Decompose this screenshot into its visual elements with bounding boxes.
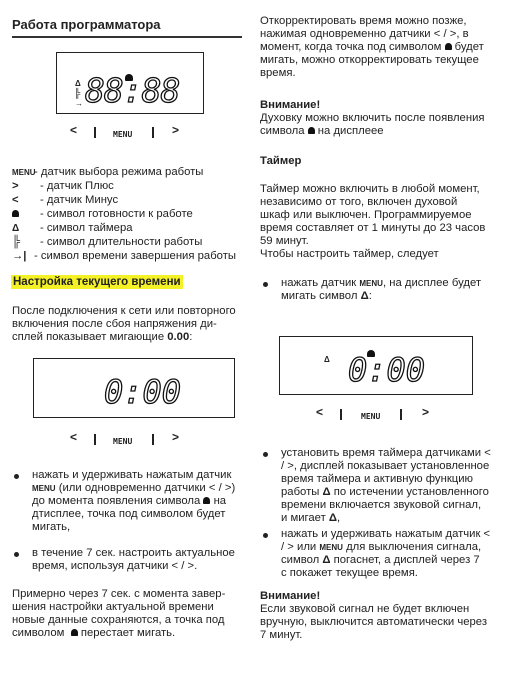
text-line: / > или bbox=[281, 541, 317, 553]
text-line: 59 минут. bbox=[260, 235, 309, 247]
text-line: символом bbox=[12, 627, 65, 639]
minus-symbol: < bbox=[12, 194, 19, 206]
bell-icon: Δ bbox=[322, 486, 331, 498]
intro-value: 0.00 bbox=[167, 331, 190, 343]
bell-icon: Δ bbox=[360, 290, 369, 302]
text-line: время таймера и активную функцию bbox=[281, 473, 474, 485]
menu-symbol: MENU bbox=[12, 168, 36, 177]
attention-title: Внимание! bbox=[260, 590, 321, 602]
attention-title: Внимание! bbox=[260, 99, 321, 111]
text-line: дтисплее, точка под символом будет bbox=[32, 508, 226, 520]
closing-paragraph bbox=[12, 588, 244, 640]
text-line: до момента появления символа bbox=[32, 495, 201, 507]
text-line: на дисплее будет bbox=[389, 277, 482, 289]
legend-text: - датчик Минус bbox=[40, 194, 119, 206]
section-title-text: Настройка текущего времени bbox=[13, 276, 181, 288]
text-line: вручную, выключится автоматически через bbox=[260, 616, 488, 628]
legend-item-end bbox=[12, 250, 236, 263]
bullet-dot bbox=[14, 474, 19, 479]
legend-text: - символ таймера bbox=[40, 222, 133, 234]
duration-icon: ╠ bbox=[12, 236, 21, 248]
minus-button[interactable]: < bbox=[70, 123, 78, 137]
para-correct-time bbox=[260, 15, 504, 80]
intro-paragraph: После подключения к сети или повторного включения после сбоя напряжения ди- сплей показывает мигающие 0.00: bbox=[12, 305, 244, 344]
menu-button[interactable]: MENU bbox=[113, 130, 133, 139]
display-panel-timer bbox=[279, 336, 473, 395]
text-line: (или одновременно датчики < / >) bbox=[58, 482, 236, 494]
text-line: время составляет от 1 минуты до 23 часов bbox=[260, 222, 486, 234]
end-time-icon: →| bbox=[12, 250, 27, 262]
display-panel-full bbox=[56, 52, 204, 114]
bullet-item: нажать датчик MENU, на дисплее будет мигать символ Δ: bbox=[281, 277, 482, 302]
text-line: перестает мигать. bbox=[80, 627, 176, 639]
text-line: символ bbox=[281, 554, 320, 566]
text-line: Примерно через 7 сек. с момента завер- bbox=[12, 588, 226, 600]
divider bbox=[152, 434, 154, 445]
text-line: символа bbox=[260, 125, 305, 137]
legend-text: - датчик Плюс bbox=[40, 180, 114, 192]
display-digits: 88:88 bbox=[85, 71, 180, 110]
text-line: времени включается звуковой сигнал, bbox=[281, 499, 482, 511]
bullet-item bbox=[32, 469, 244, 534]
section-title bbox=[11, 276, 183, 289]
text-line: на дисплееe bbox=[317, 125, 384, 137]
bell-icon: Δ bbox=[328, 512, 338, 524]
plus-button[interactable]: > bbox=[172, 430, 180, 444]
bullet-item bbox=[32, 547, 244, 573]
text-line: шения настройки актуальной времени bbox=[12, 601, 214, 613]
display-panel-time bbox=[33, 358, 235, 418]
text-line: Чтобы настроить таймер, следует bbox=[260, 248, 439, 260]
attention-block bbox=[260, 590, 504, 642]
pot-icon bbox=[308, 127, 315, 134]
bullet-dot bbox=[263, 533, 268, 538]
text-line: мигать символ bbox=[281, 290, 358, 302]
plus-button[interactable]: > bbox=[172, 123, 180, 137]
minus-button[interactable]: < bbox=[70, 430, 78, 444]
bullet-dot bbox=[263, 452, 268, 457]
bell-icon: Δ bbox=[322, 554, 331, 566]
divider bbox=[94, 127, 96, 138]
text-line: Откорректировать время можно позже, bbox=[260, 15, 467, 27]
text-line: погаснет, а дисплей через 7 bbox=[333, 554, 480, 566]
menu-symbol: MENU bbox=[319, 543, 343, 552]
legend-item-duration bbox=[12, 236, 202, 249]
divider bbox=[340, 409, 342, 420]
text-line: сплей показывает мигающие bbox=[12, 331, 165, 343]
display-digits: 0:00 bbox=[348, 351, 426, 389]
legend-text: - символ длительности работы bbox=[40, 236, 203, 248]
text-line: нажимая одновременно датчики < / >, в bbox=[260, 28, 469, 40]
pot-icon bbox=[71, 629, 78, 636]
menu-symbol: MENU bbox=[32, 484, 56, 493]
legend-item-plus bbox=[12, 180, 114, 193]
text-line: мигать, можно откорректировать текущее bbox=[260, 54, 479, 66]
text-line: момент, когда точка под символом bbox=[260, 41, 442, 53]
end-time-icon: → bbox=[75, 99, 83, 108]
legend-text: - датчик выбора режима работы bbox=[34, 166, 204, 178]
text-line: время, используя датчики < / >. bbox=[32, 560, 198, 572]
menu-button[interactable]: MENU bbox=[113, 437, 133, 446]
legend-text: - символ готовности к работе bbox=[40, 208, 193, 220]
divider bbox=[94, 434, 96, 445]
text-line: Если звуковой сигнал не будет включен bbox=[260, 603, 470, 615]
plus-button[interactable]: > bbox=[422, 405, 430, 419]
page-title: Работа программатора bbox=[12, 17, 161, 32]
text-line: работы bbox=[281, 486, 320, 498]
legend-item-ready bbox=[12, 208, 193, 221]
text-line: новые данные сохраняются, а точка под bbox=[12, 614, 225, 626]
text-line: с покажет текущее время. bbox=[281, 567, 418, 579]
menu-symbol: MENU bbox=[359, 279, 383, 288]
bullet-dot bbox=[14, 552, 19, 557]
text-line: нажать и удерживать нажатым датчик < bbox=[281, 528, 491, 540]
display-digits: 0:00 bbox=[104, 373, 182, 411]
legend-item-timer bbox=[12, 222, 133, 235]
bullet-item: установить время таймера датчиками < / >, дисплей показывает установленное время таймера и активную функцию работы Δ по истечении установленного времени включается звуковой сигнал, и мигает Δ, bbox=[281, 447, 503, 525]
legend-item-menu bbox=[12, 166, 203, 179]
pot-icon bbox=[445, 43, 452, 50]
text-line: шкаф или выключен. Программируемое bbox=[260, 209, 472, 221]
pot-icon bbox=[12, 208, 40, 221]
plus-symbol: > bbox=[12, 180, 19, 192]
legend-item-minus bbox=[12, 194, 118, 207]
title-underline bbox=[12, 36, 242, 38]
text-line: включения после сбоя напряжения ди- bbox=[12, 318, 217, 330]
timer-title: Таймер bbox=[260, 155, 302, 167]
bullet-item bbox=[281, 528, 503, 580]
legend-text: - символ времени завершения работы bbox=[34, 250, 236, 262]
text-line: мигать, bbox=[32, 521, 71, 533]
text-line: 7 минут. bbox=[260, 629, 303, 641]
minus-button[interactable]: < bbox=[316, 405, 324, 419]
text-line: для выключения сигнала, bbox=[346, 541, 482, 553]
text-line: Духовку можно включить после появления bbox=[260, 112, 485, 124]
text-line: время. bbox=[260, 67, 296, 79]
divider bbox=[400, 409, 402, 420]
attention-block bbox=[260, 99, 504, 138]
text-line: После подключения к сети или повторного bbox=[12, 305, 236, 317]
pot-icon bbox=[203, 497, 210, 504]
text-line: нажать и удерживать нажатым датчик bbox=[32, 469, 232, 481]
duration-icon: ╠ bbox=[74, 88, 81, 98]
text-line: установить время таймера датчиками < bbox=[281, 447, 491, 459]
text-line: нажать датчик bbox=[281, 277, 357, 289]
text-word: на bbox=[213, 495, 227, 507]
bell-icon: Δ bbox=[12, 223, 20, 234]
menu-button[interactable]: MENU bbox=[361, 412, 381, 421]
text-line: / >, дисплей показывает установленное bbox=[281, 460, 490, 472]
text-word: будет bbox=[454, 41, 484, 53]
text-line: по истечении установленного bbox=[333, 486, 489, 498]
divider bbox=[152, 127, 154, 138]
timer-paragraph bbox=[260, 183, 504, 261]
text-line: независимо от того, включен духовой bbox=[260, 196, 458, 208]
bullet-dot bbox=[263, 282, 268, 287]
text-line: в течение 7 сек. настроить актуальное bbox=[32, 547, 235, 559]
bell-icon: Δ bbox=[75, 79, 81, 88]
bell-icon: Δ bbox=[324, 355, 330, 364]
text-line: Таймер можно включить в любой момент, bbox=[260, 183, 480, 195]
text-line: и мигает bbox=[281, 512, 326, 524]
